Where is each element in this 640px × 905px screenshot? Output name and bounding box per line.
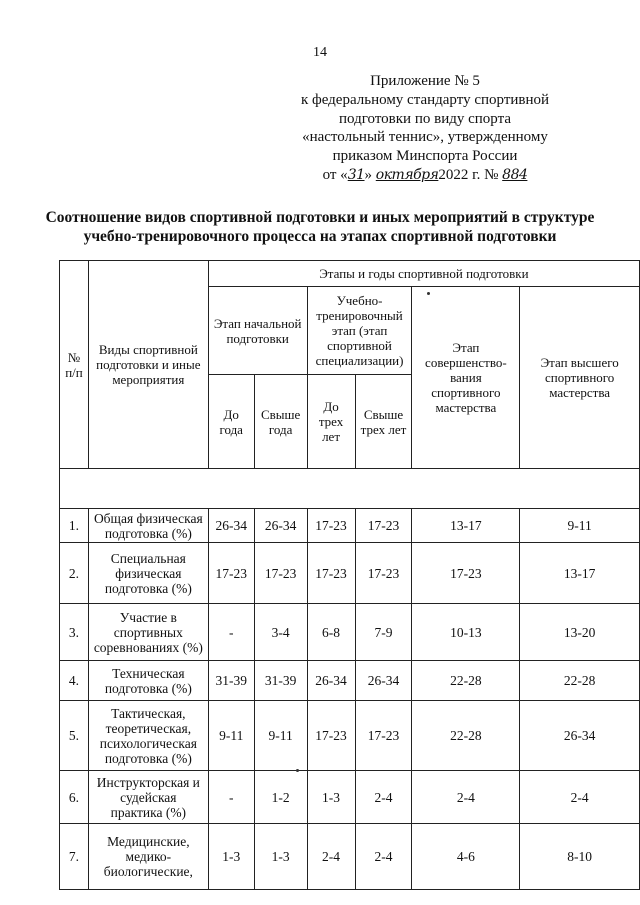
cell-value: 17-23	[307, 543, 355, 604]
row-num: 3.	[60, 604, 89, 661]
appendix-block	[245, 72, 605, 185]
cell-value: 1-3	[208, 824, 254, 890]
training-ratio-table	[59, 260, 640, 890]
document-title	[30, 208, 610, 246]
cell-value: 17-23	[355, 509, 412, 543]
cell-value: 4-6	[412, 824, 520, 890]
cell-value: 1-2	[254, 771, 307, 824]
cell-value: 22-28	[412, 661, 520, 701]
cell-value: 26-34	[307, 661, 355, 701]
page-number: 14	[313, 45, 327, 60]
cell-value: 17-23	[412, 543, 520, 604]
header-kinds: Виды спортивной подготовки и иные мероприятия	[88, 261, 208, 469]
header-highest-stage: Этап высшего спортивного мастерства	[520, 287, 640, 469]
cell-value: 3-4	[254, 604, 307, 661]
cell-value: 2-4	[412, 771, 520, 824]
cell-value: 13-17	[412, 509, 520, 543]
handwritten-order-number: 884	[502, 166, 528, 183]
cell-value: 9-11	[208, 701, 254, 771]
order-date-line	[245, 166, 605, 185]
cell-value: 1-3	[254, 824, 307, 890]
cell-value: 26-34	[254, 509, 307, 543]
cell-value: 26-34	[355, 661, 412, 701]
row-label: Техническая подготовка (%)	[88, 661, 208, 701]
appendix-line: к федеральному стандарту спортивной	[300, 91, 550, 108]
appendix-line: Приложение № 5	[370, 73, 480, 89]
header-over-three: Свыше трех лет	[355, 375, 412, 469]
row-label: Медицинские, медико-биологические,	[88, 824, 208, 890]
row-num: 7.	[60, 824, 89, 890]
cell-value: 17-23	[307, 509, 355, 543]
cell-value: 2-4	[307, 824, 355, 890]
cell-value: 22-28	[520, 661, 640, 701]
cell-value: 31-39	[208, 661, 254, 701]
cell-value: -	[208, 604, 254, 661]
scan-speck	[296, 769, 299, 772]
date-year: 2022 г. №	[438, 166, 499, 183]
date-mid: »	[364, 166, 373, 183]
row-num: 6.	[60, 771, 89, 824]
cell-value: 17-23	[208, 543, 254, 604]
header-num: № п/п	[60, 261, 89, 469]
row-label: Участие в спортивных соревнованиях (%)	[88, 604, 208, 661]
cell-value: 9-11	[254, 701, 307, 771]
title-line-1: Соотношение видов спортивной подготовки и иных мероприятий в структуре	[45, 209, 595, 226]
row-num: 4.	[60, 661, 89, 701]
cell-value: 2-4	[355, 824, 412, 890]
appendix-line: подготовки по виду спорта	[339, 110, 511, 127]
header-up-to-three: До трех лет	[307, 375, 355, 469]
cell-value: 7-9	[355, 604, 412, 661]
header-stages: Этапы и годы спортивной подготовки	[208, 261, 639, 287]
cell-value: 17-23	[355, 543, 412, 604]
title-line-2: учебно-тренировочного процесса на этапах спортивной подготовки	[83, 228, 557, 245]
header-over-year: Свыше года	[254, 375, 307, 469]
cell-value: 2-4	[355, 771, 412, 824]
date-prefix: от «	[322, 166, 348, 183]
cell-value: 22-28	[412, 701, 520, 771]
scan-speck	[427, 292, 430, 295]
cell-value: 1-3	[307, 771, 355, 824]
appendix-line: «настольный теннис», утвержденному	[302, 129, 548, 146]
appendix-line: приказом Минспорта России	[332, 148, 518, 165]
cell-value: 26-34	[208, 509, 254, 543]
row-label: Тактическая, теоретическая, психологическая подготовка (%)	[88, 701, 208, 771]
header-up-to-year: До года	[208, 375, 254, 469]
cell-value: 6-8	[307, 604, 355, 661]
row-num: 2.	[60, 543, 89, 604]
cell-value: 8-10	[520, 824, 640, 890]
row-label: Общая физическая подготовка (%)	[88, 509, 208, 543]
table-spacer-row	[60, 469, 640, 509]
row-num: 1.	[60, 509, 89, 543]
cell-value: 13-17	[520, 543, 640, 604]
header-training-stage: Учебно-тренировочный этап (этап спортивной специализации)	[307, 287, 412, 375]
cell-value: 17-23	[355, 701, 412, 771]
row-num: 5.	[60, 701, 89, 771]
header-initial-stage: Этап начальной подготовки	[208, 287, 307, 375]
cell-value: 2-4	[520, 771, 640, 824]
cell-value: 26-34	[520, 701, 640, 771]
row-label: Специальная физическая подготовка (%)	[88, 543, 208, 604]
row-label: Инструкторская и судейская практика (%)	[88, 771, 208, 824]
cell-value: 17-23	[254, 543, 307, 604]
cell-value: 17-23	[307, 701, 355, 771]
handwritten-month: октября	[375, 166, 439, 183]
cell-value: 9-11	[520, 509, 640, 543]
handwritten-day: 31	[347, 166, 365, 183]
cell-value: 31-39	[254, 661, 307, 701]
cell-value: 13-20	[520, 604, 640, 661]
cell-value: -	[208, 771, 254, 824]
header-improvement-stage: Этап совершенство-вания спортивного мастерства	[412, 287, 520, 469]
cell-value: 10-13	[412, 604, 520, 661]
